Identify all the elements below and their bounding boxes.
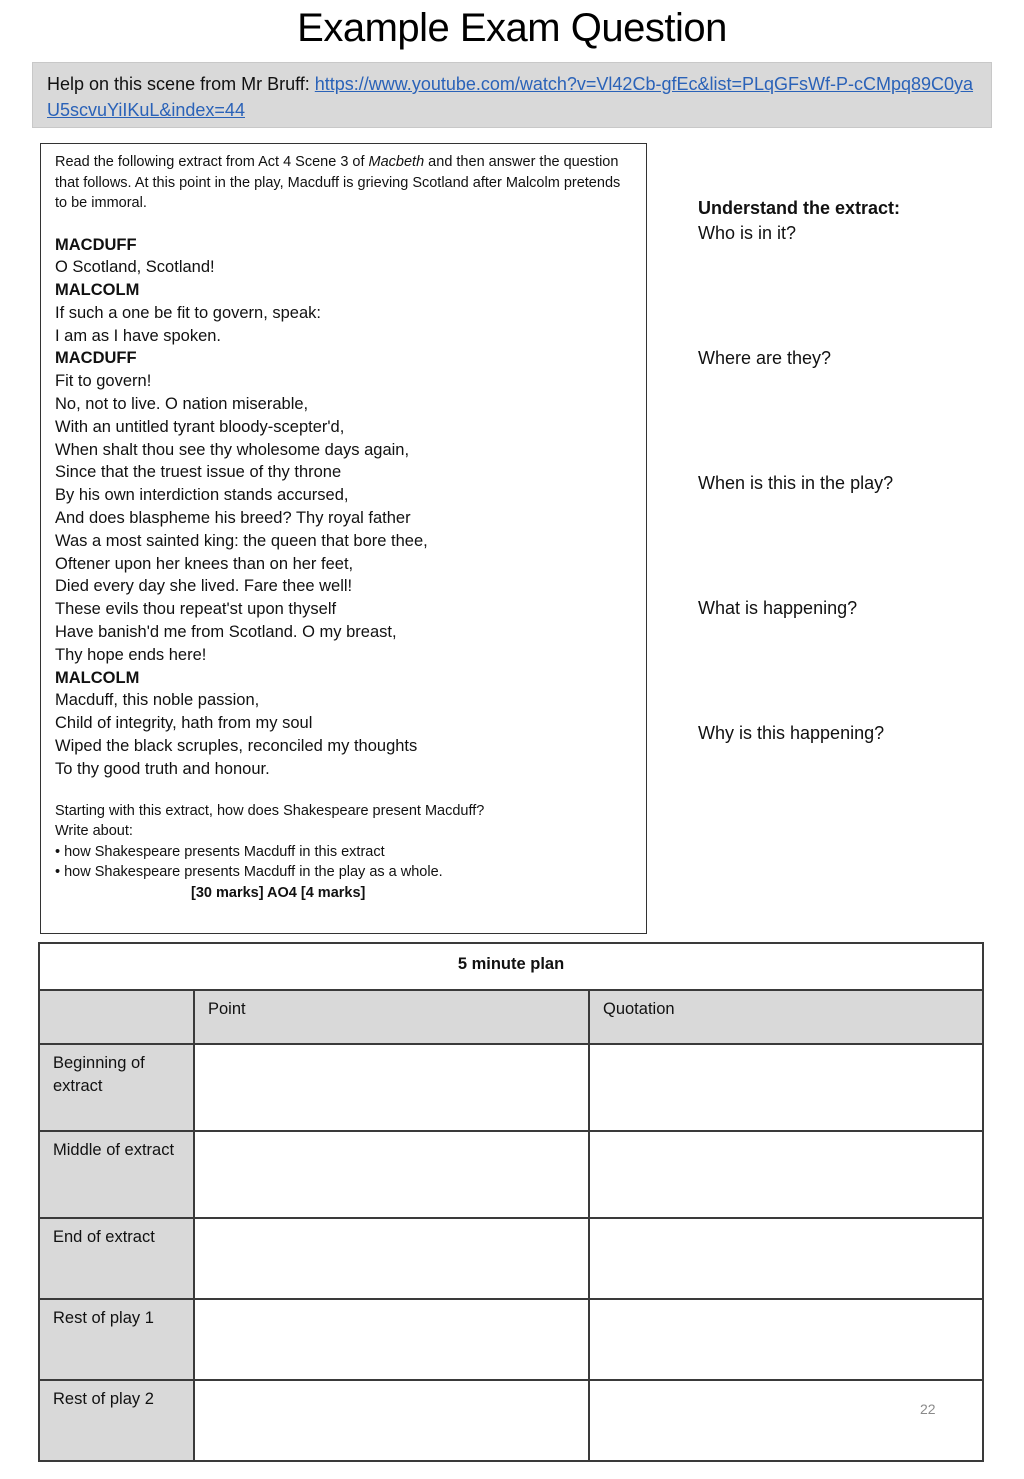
play-title: Macbeth <box>368 154 425 170</box>
extract-box <box>40 143 647 934</box>
verse-line: O Scotland, Scotland! <box>55 258 215 277</box>
help-banner <box>32 62 992 128</box>
plan-title: 5 minute plan <box>39 943 983 990</box>
speaker-name: MALCOLM <box>55 281 140 300</box>
verse-line: Have banish'd me from Scotland. O my breast, <box>55 623 397 642</box>
marks-allocation: [30 marks] AO4 [4 marks] <box>191 884 366 901</box>
verse-line: When shalt thou see thy wholesome days again, <box>55 440 410 459</box>
prompt-why: Why is this happening? <box>698 723 885 743</box>
table-row <box>39 1218 983 1299</box>
quotation-cell[interactable] <box>589 1044 983 1131</box>
row-label: Rest of play 1 <box>39 1299 194 1380</box>
table-row <box>39 1131 983 1218</box>
row-label: Beginning of extract <box>39 1044 194 1131</box>
row-label: Rest of play 2 <box>39 1380 194 1461</box>
point-cell[interactable] <box>194 1299 589 1380</box>
blank-header-cell <box>39 990 194 1044</box>
table-row <box>39 1044 983 1131</box>
verse-line: By his own interdiction stands accursed, <box>55 486 349 505</box>
verse-line: Thy hope ends here! <box>55 645 207 664</box>
speaker-name: MACDUFF <box>55 349 137 368</box>
verse-line: Macduff, this noble passion, <box>55 691 260 710</box>
prompt-where: Where are they? <box>698 348 832 368</box>
verse-line: Since that the truest issue of thy throne <box>55 463 342 482</box>
verse-line: Child of integrity, hath from my soul <box>55 714 313 733</box>
extract-intro: Read the following extract from Act 4 Scene 3 of Macbeth and then answer the question that follows. At this point in the play, Macduff is grieving Scotland after Malcolm pretends to be immoral. <box>55 154 621 211</box>
bullet-extract: • how Shakespeare presents Macduff in this extract <box>55 843 385 860</box>
verse-line: These evils thou repeat'st upon thyself <box>55 600 337 619</box>
quotation-cell[interactable] <box>589 1218 983 1299</box>
page-number: 22 <box>920 1401 936 1417</box>
page-title: Example Exam Question <box>297 6 727 50</box>
bullet-whole-play: • how Shakespeare presents Macduff in the play as a whole. <box>55 864 443 881</box>
verse-line: If such a one be fit to govern, speak: <box>55 303 321 322</box>
extract-text <box>55 234 632 781</box>
prompt-when: When is this in the play? <box>698 473 894 493</box>
speaker-name: MALCOLM <box>55 668 140 687</box>
verse-line: Wiped the black scruples, reconciled my thoughts <box>55 737 418 756</box>
verse-line: Died every day she lived. Fare thee well! <box>55 577 353 596</box>
verse-line: No, not to live. O nation miserable, <box>55 395 309 414</box>
speaker-name: MACDUFF <box>55 235 137 254</box>
table-row <box>39 1299 983 1380</box>
verse-line: Oftener upon her knees than on her feet, <box>55 554 354 573</box>
point-cell[interactable] <box>194 1131 589 1218</box>
prompt-what: What is happening? <box>698 598 858 618</box>
verse-line: And does blaspheme his breed? Thy royal father <box>55 509 411 528</box>
verse-line: Fit to govern! <box>55 372 152 391</box>
row-label: End of extract <box>39 1218 194 1299</box>
quotation-cell[interactable] <box>589 1131 983 1218</box>
question-prompt: Starting with this extract, how does Shakespeare present Macduff? <box>55 802 485 819</box>
table-row <box>39 1380 983 1461</box>
point-cell[interactable] <box>194 1218 589 1299</box>
verse-line: To thy good truth and honour. <box>55 759 270 778</box>
column-header-quotation: Quotation <box>589 990 983 1044</box>
column-header-point: Point <box>194 990 589 1044</box>
exam-question <box>55 801 632 904</box>
quotation-cell[interactable] <box>589 1299 983 1380</box>
verse-line: Was a most sainted king: the queen that bore thee, <box>55 531 428 550</box>
help-label: Help on this scene from Mr Bruff: <box>47 74 315 94</box>
quotation-cell[interactable] <box>589 1380 983 1461</box>
verse-line: With an untitled tyrant bloody-scepter'd, <box>55 417 345 436</box>
point-cell[interactable] <box>194 1044 589 1131</box>
point-cell[interactable] <box>194 1380 589 1461</box>
understand-block <box>698 196 900 246</box>
youtube-link[interactable]: https://www.youtube.com/watch?v=Vl42Cb-gfEc&list=PLqGFsWf-P-cCMpq89C0yaU5scvuYiIKuL&index=44 <box>47 74 974 120</box>
understand-heading: Understand the extract: <box>698 198 901 218</box>
write-about-label: Write about: <box>55 823 133 840</box>
row-label: Middle of extract <box>39 1131 194 1218</box>
verse-line: I am as I have spoken. <box>55 326 222 345</box>
prompt-who: Who is in it? <box>698 223 797 243</box>
plan-table <box>38 942 984 1462</box>
